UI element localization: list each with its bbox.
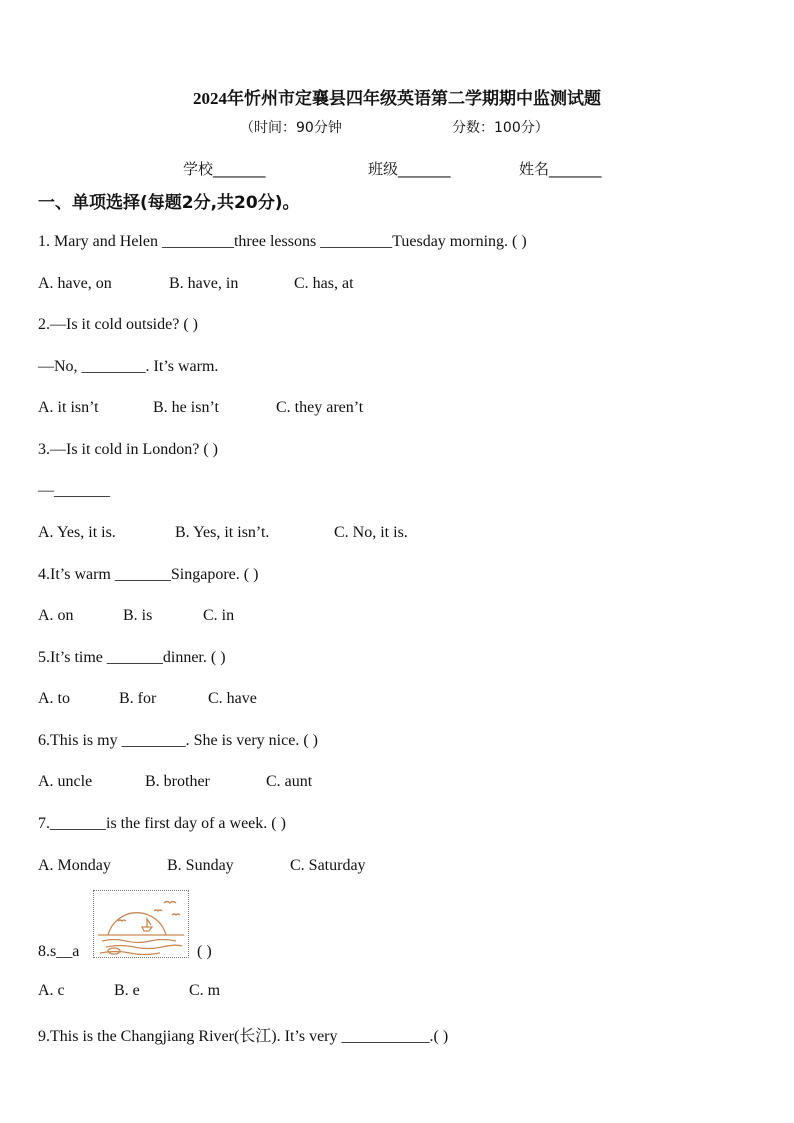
q4-option-b: B. is xyxy=(123,607,153,624)
q5-option-b: B. for xyxy=(119,690,157,707)
question-2: 2.—Is it cold outside? ( ) xyxy=(38,316,198,333)
question-8-paren: ( ) xyxy=(197,943,212,960)
section-title: 一、单项选择(每题2分,共20分)。 xyxy=(38,193,300,213)
q7-option-b: B. Sunday xyxy=(167,857,234,874)
question-9: 9.This is the Changjiang River(长江). It’s very ___________.( ) xyxy=(38,1028,449,1045)
question-3-answer: —_______ xyxy=(38,482,110,499)
q7-option-c: C. Saturday xyxy=(290,857,366,874)
q1-option-b: B. have, in xyxy=(169,275,239,292)
score-info: 分数：100分） xyxy=(452,120,549,136)
question-3: 3.—Is it cold in London? ( ) xyxy=(38,441,218,458)
q3-option-a: A. Yes, it is. xyxy=(38,524,116,541)
sea-sunset-image xyxy=(93,890,189,958)
question-1: 1. Mary and Helen _________three lessons _________Tuesday morning. ( ) xyxy=(38,233,527,250)
q7-option-a: A. Monday xyxy=(38,857,111,874)
class-field: 班级_______ xyxy=(368,160,451,178)
page-title: 2024年忻州市定襄县四年级英语第二学期期中监测试题 xyxy=(193,89,601,108)
school-field: 学校_______ xyxy=(183,160,266,178)
q3-option-c: C. No, it is. xyxy=(334,524,408,541)
question-5: 5.It’s time _______dinner. ( ) xyxy=(38,649,226,666)
question-2-answer: —No, ________. It’s warm. xyxy=(38,358,219,375)
q8-option-b: B. e xyxy=(114,982,140,999)
question-7: 7._______is the first day of a week. ( ) xyxy=(38,815,286,832)
question-8: 8.s__a xyxy=(38,943,80,960)
q1-option-a: A. have, on xyxy=(38,275,112,292)
q6-option-c: C. aunt xyxy=(266,773,313,790)
q4-option-a: A. on xyxy=(38,607,74,624)
q2-option-b: B. he isn’t xyxy=(153,399,219,416)
q6-option-b: B. brother xyxy=(145,773,210,790)
q3-option-b: B. Yes, it isn’t. xyxy=(175,524,270,541)
name-field: 姓名_______ xyxy=(519,160,602,178)
q2-option-c: C. they aren’t xyxy=(276,399,364,416)
question-4: 4.It’s warm _______Singapore. ( ) xyxy=(38,566,259,583)
sea-sunset-icon xyxy=(94,891,188,957)
question-6: 6.This is my ________. She is very nice. ( ) xyxy=(38,732,318,749)
q8-option-a: A. c xyxy=(38,982,65,999)
q6-option-a: A. uncle xyxy=(38,773,93,790)
q5-option-c: C. have xyxy=(208,690,257,707)
q8-option-c: C. m xyxy=(189,982,221,999)
q5-option-a: A. to xyxy=(38,690,70,707)
q1-option-c: C. has, at xyxy=(294,275,354,292)
time-info: （时间：90分钟 xyxy=(240,120,342,136)
q4-option-c: C. in xyxy=(203,607,235,624)
q2-option-a: A. it isn’t xyxy=(38,399,99,416)
